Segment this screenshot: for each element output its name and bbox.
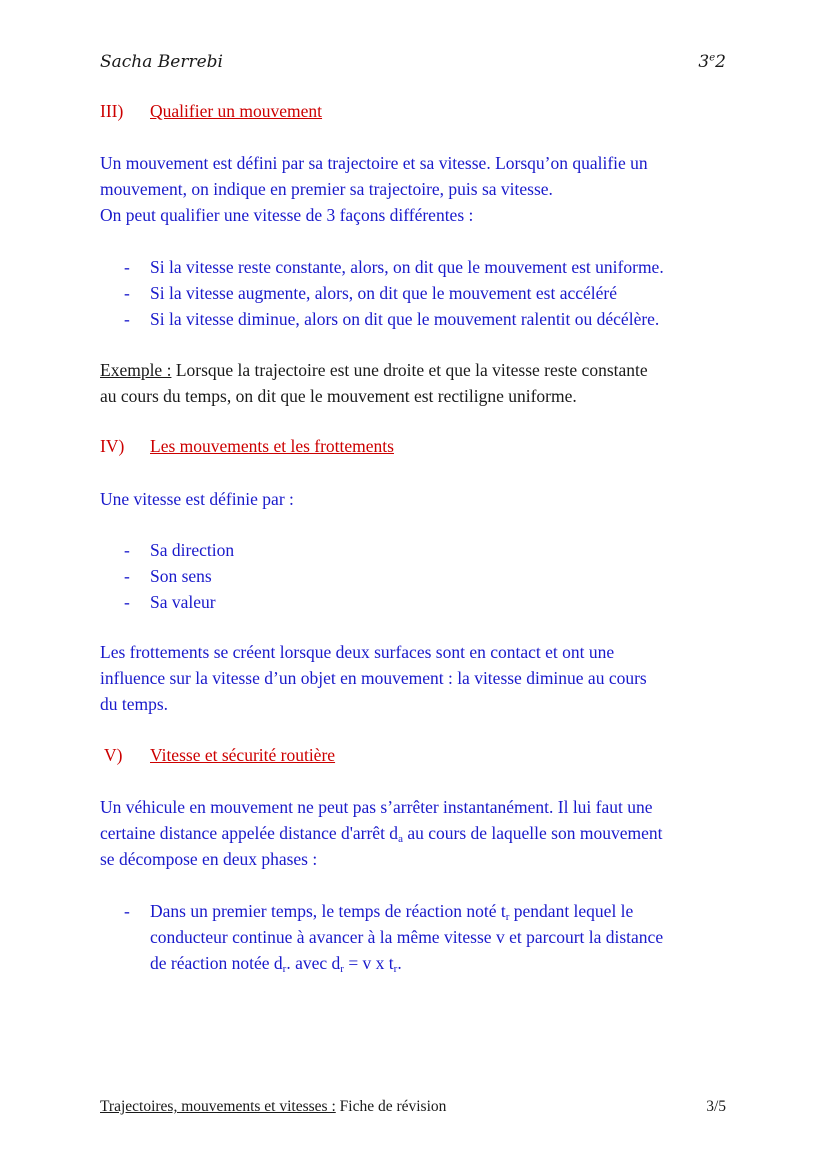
text-line: Un véhicule en mouvement ne peut pas s’arrêter instantanément. Il lui faut une bbox=[100, 797, 653, 817]
section-number: V) bbox=[104, 745, 123, 765]
list-item: - Si la vitesse augmente, alors, on dit que le mouvement est accéléré bbox=[124, 283, 617, 303]
section-title: Les mouvements et les frottements bbox=[150, 436, 394, 456]
text-line: influence sur la vitesse d’un objet en mouvement : la vitesse diminue au cours bbox=[100, 668, 647, 688]
text-line: Un mouvement est défini par sa trajectoire et sa vitesse. Lorsqu’on qualifie un bbox=[100, 153, 648, 173]
section-heading-4 bbox=[100, 436, 394, 457]
list-item: - Son sens bbox=[124, 566, 212, 586]
text-line: au cours du temps, on dit que le mouvement est rectiligne uniforme. bbox=[100, 386, 577, 406]
section4-bullet-list bbox=[100, 537, 740, 615]
class-label: 3e2 bbox=[698, 52, 726, 72]
list-item: - Si la vitesse reste constante, alors, on dit que le mouvement est uniforme. bbox=[124, 257, 664, 277]
list-item: - Sa valeur bbox=[124, 592, 216, 612]
page-number: 3/5 bbox=[706, 1098, 726, 1115]
section3-bullet-list bbox=[100, 254, 740, 332]
example-label: Exemple : bbox=[100, 360, 172, 380]
text-line: se décompose en deux phases : bbox=[100, 849, 318, 869]
text-line: certaine distance appelée distance d'arrêt $d_a$ au cours de laquelle son mouvement bbox=[100, 823, 663, 845]
example-paragraph: Exemple : Lorsque la trajectoire est une droite et que la vitesse reste constante au cours du temps, on dit que le mouvement est rectiligne uniforme. bbox=[100, 357, 740, 409]
author-name: Sacha Berrebi bbox=[100, 52, 223, 72]
text-line: Les frottements se créent lorsque deux surfaces sont en contact et ont une bbox=[100, 642, 615, 662]
text-line: du temps. bbox=[100, 694, 169, 714]
text-line: On peut qualifier une vitesse de 3 façons différentes : bbox=[100, 205, 474, 225]
section3-intro bbox=[100, 150, 740, 228]
list-item: - Si la vitesse diminue, alors on dit que le mouvement ralentit ou décélère. bbox=[124, 309, 660, 329]
section5-paragraph bbox=[100, 794, 740, 872]
section-number: IV) bbox=[100, 436, 125, 456]
section5-bullet-list bbox=[100, 898, 740, 976]
section4-intro bbox=[100, 486, 740, 512]
text-line: Une vitesse est définie par : bbox=[100, 489, 294, 509]
text-line: mouvement, on indique en premier sa trajectoire, puis sa vitesse. bbox=[100, 179, 553, 199]
section-number: III) bbox=[100, 101, 124, 121]
list-item: - Sa direction bbox=[124, 540, 235, 560]
section-heading-3 bbox=[100, 101, 322, 122]
list-item: - Dans un premier temps, le temps de réaction noté $t_r$ pendant lequel le conducteur continue à avancer à la même vitesse v et parcourt la distance de réaction notée $d_r$. avec $d_r = v$ x $t_r$. bbox=[124, 901, 664, 975]
friction-paragraph bbox=[100, 639, 740, 717]
section-title: Vitesse et sécurité routière bbox=[150, 745, 336, 765]
section-title: Qualifier un mouvement bbox=[150, 101, 323, 121]
section-heading-5 bbox=[104, 745, 335, 766]
footer-title: Trajectoires, mouvements et vitesses : Fiche de révision bbox=[100, 1098, 447, 1115]
